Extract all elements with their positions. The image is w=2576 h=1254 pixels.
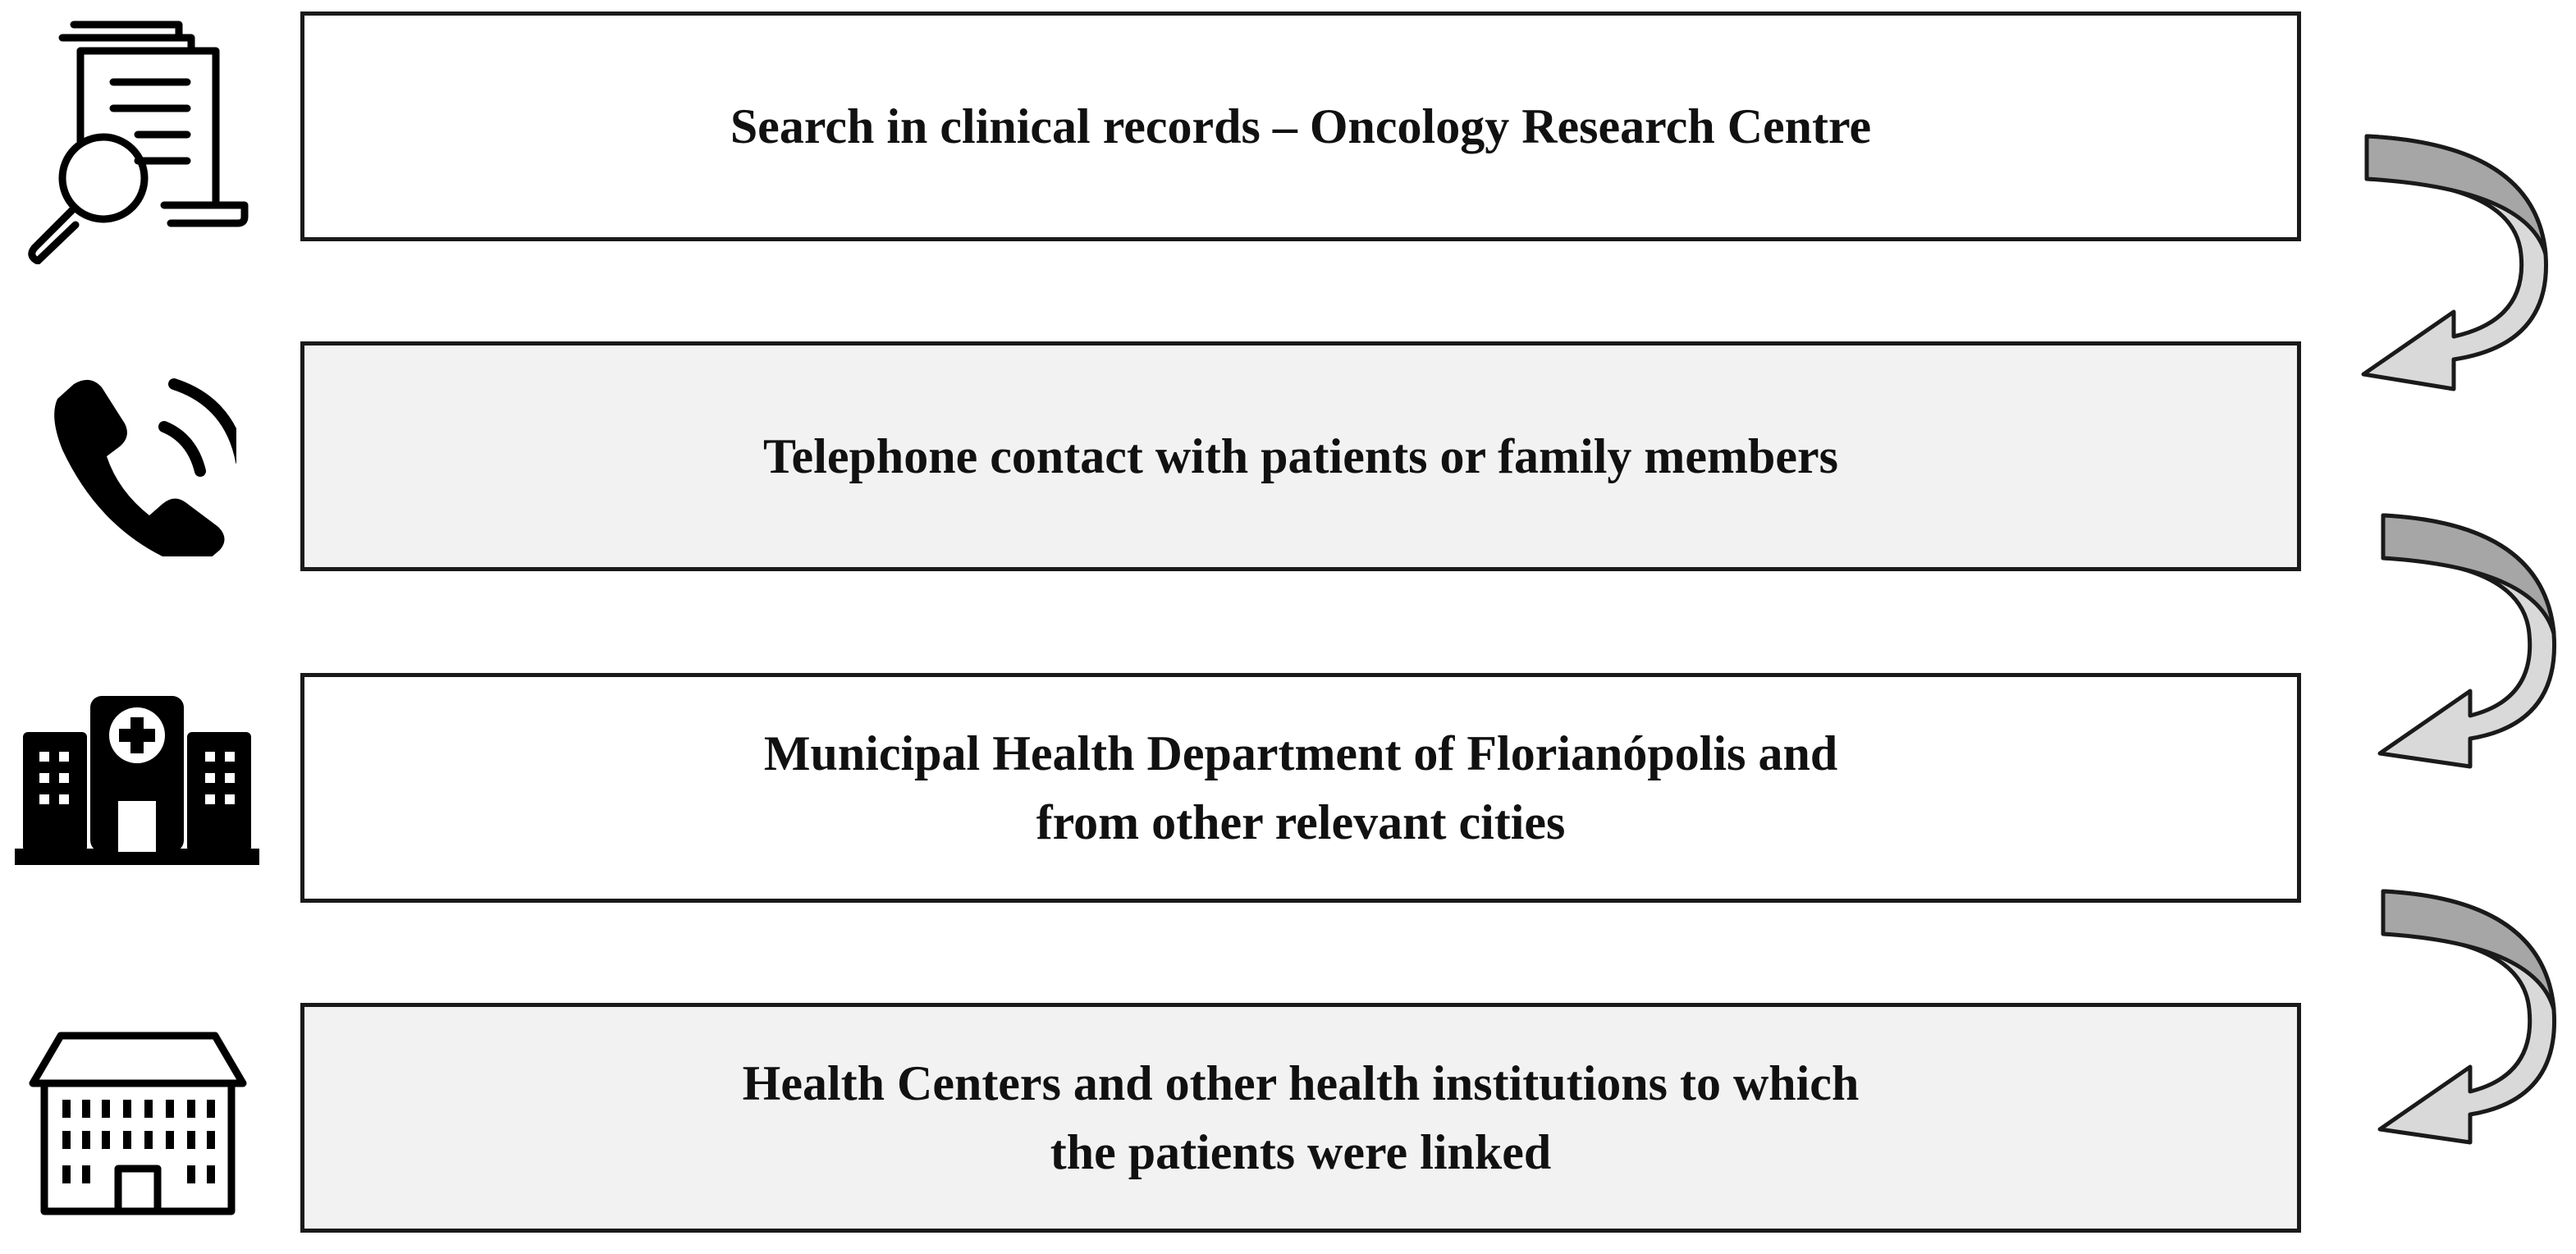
step-box-municipal-health bbox=[300, 673, 2301, 903]
step-label: Search in clinical records – Oncology Research Centre bbox=[730, 99, 1872, 153]
step-box-clinical-records bbox=[300, 11, 2301, 241]
step-box-health-centers bbox=[300, 1003, 2301, 1233]
step-box-telephone-contact bbox=[300, 341, 2301, 571]
step-label: Municipal Health Department of Florianópolis and from other relevant cities bbox=[763, 726, 1838, 849]
hospital-icon bbox=[15, 696, 261, 867]
curved-arrow-1 bbox=[2355, 131, 2569, 435]
step-label: Health Centers and other health institutions to which the patients were linked bbox=[742, 1056, 1860, 1179]
step-label: Telephone contact with patients or family members bbox=[763, 429, 1838, 483]
phone-icon bbox=[39, 359, 236, 556]
records-search-icon bbox=[23, 18, 253, 264]
building-icon bbox=[28, 1031, 249, 1216]
curved-arrow-2 bbox=[2372, 510, 2569, 806]
curved-arrow-3 bbox=[2372, 886, 2569, 1182]
